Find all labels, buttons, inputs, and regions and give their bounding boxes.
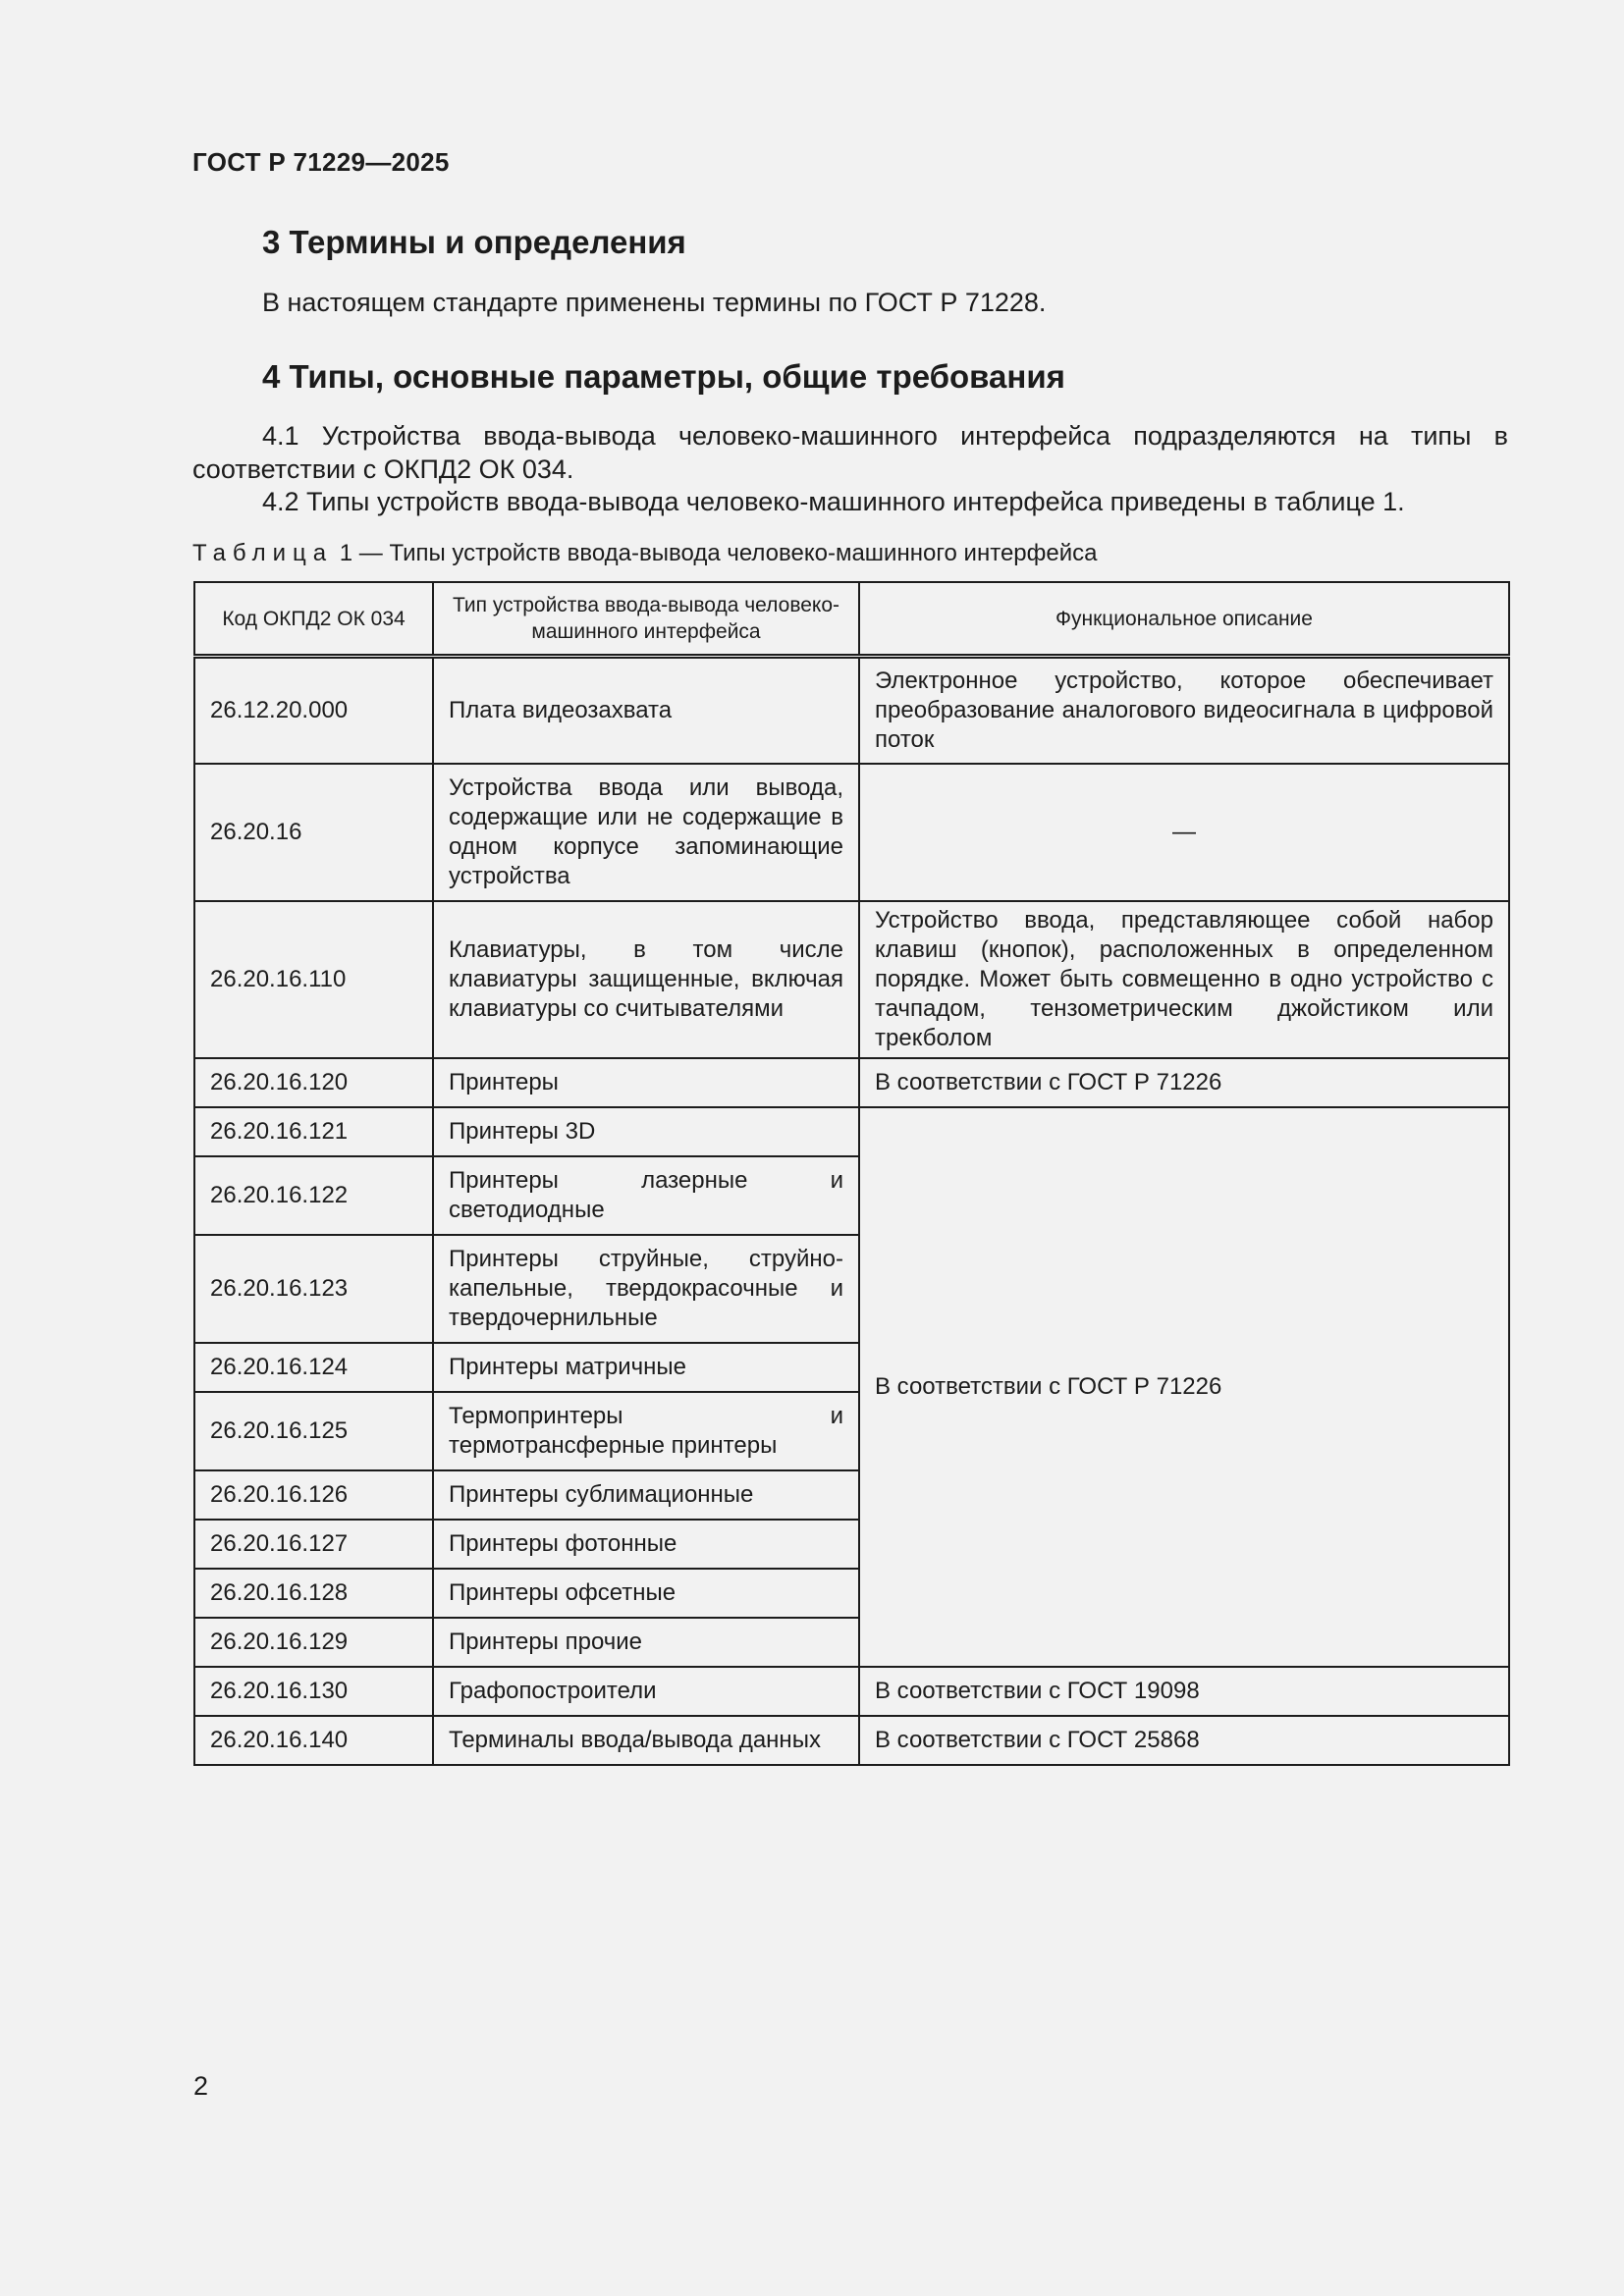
table-row (194, 657, 1509, 764)
page-number: 2 (193, 2071, 209, 2101)
cell-code: 26.20.16.127 (194, 1520, 433, 1569)
cell-code: 26.20.16.123 (194, 1235, 433, 1343)
cell-type: Термопринтеры и термотрансферные принтеры (433, 1392, 859, 1470)
cell-type: Графопостроители (433, 1667, 859, 1716)
cell-type: Принтеры 3D (433, 1107, 859, 1156)
cell-type: Принтеры сублимационные (433, 1470, 859, 1520)
cell-type: Клавиатуры, в том числе клавиатуры защищенные, включая клавиатуры со считывателями (433, 901, 859, 1058)
cell-type: Принтеры матричные (433, 1343, 859, 1392)
cell-code: 26.20.16.120 (194, 1058, 433, 1107)
cell-code: 26.20.16.140 (194, 1716, 433, 1765)
cell-code: 26.20.16.129 (194, 1618, 433, 1667)
caption-text: 1 — Типы устройств ввода-вывода человеко-машинного интерфейса (339, 540, 1098, 566)
cell-code: 26.20.16.125 (194, 1392, 433, 1470)
cell-type: Принтеры фотонные (433, 1520, 859, 1569)
table-header-row (194, 582, 1509, 657)
cell-code: 26.20.16.128 (194, 1569, 433, 1618)
cell-code: 26.20.16.121 (194, 1107, 433, 1156)
section-3-text: В настоящем стандарте применены термины по ГОСТ Р 71228. (262, 288, 1047, 317)
table-row (194, 1667, 1509, 1716)
cell-description: В соответствии с ГОСТ 25868 (859, 1716, 1509, 1765)
section-4-paragraph-1 (192, 419, 1508, 486)
cell-description-merged: В соответствии с ГОСТ Р 71226 (859, 1107, 1509, 1667)
table-row (194, 1107, 1509, 1156)
device-types-table (193, 581, 1510, 1766)
cell-code: 26.20.16.130 (194, 1667, 433, 1716)
table-row (194, 901, 1509, 1058)
table-caption (192, 540, 1097, 567)
cell-type: Устройства ввода или вывода, содержащие или не содержащие в одном корпусе запоминающие устройства (433, 764, 859, 901)
cell-description: Устройство ввода, представляющее собой набор клавиш (кнопок), расположенных в определенном порядке. Может быть совмещенно в одно устройство с тачпадом, тензометрическим джойстиком или трекболом (859, 901, 1509, 1058)
cell-code: 26.20.16.122 (194, 1156, 433, 1235)
cell-code: 26.12.20.000 (194, 657, 433, 764)
section-3-title: 3 Термины и определения (262, 224, 686, 260)
cell-type: Принтеры прочие (433, 1618, 859, 1667)
cell-type: Принтеры лазерные и светодиодные (433, 1156, 859, 1235)
table-row (194, 1058, 1509, 1107)
table-row (194, 764, 1509, 901)
header-type: Тип устройства ввода-вывода человеко-машинного интерфейса (433, 582, 859, 657)
paragraph-2-text: 4.2 Типы устройств ввода-вывода человеко-машинного интерфейса приведены в таблице 1. (262, 487, 1405, 516)
cell-code: 26.20.16.124 (194, 1343, 433, 1392)
cell-type: Принтеры (433, 1058, 859, 1107)
cell-type: Принтеры струйные, струйно-капельные, твердокрасочные и твердочернильные (433, 1235, 859, 1343)
cell-description: — (859, 764, 1509, 901)
cell-description: Электронное устройство, которое обеспечивает преобразование аналогового видеосигнала в цифровой поток (859, 657, 1509, 764)
section-4-title: 4 Типы, основные параметры, общие требования (262, 358, 1065, 395)
header-description: Функциональное описание (859, 582, 1509, 657)
cell-description: В соответствии с ГОСТ Р 71226 (859, 1058, 1509, 1107)
cell-code: 26.20.16.126 (194, 1470, 433, 1520)
cell-code: 26.20.16 (194, 764, 433, 901)
cell-description: В соответствии с ГОСТ 19098 (859, 1667, 1509, 1716)
cell-type: Принтеры офсетные (433, 1569, 859, 1618)
cell-type: Плата видеозахвата (433, 657, 859, 764)
header-code: Код ОКПД2 ОК 034 (194, 582, 433, 657)
cell-code: 26.20.16.110 (194, 901, 433, 1058)
document-header: ГОСТ Р 71229—2025 (192, 147, 450, 177)
paragraph-1-text: 4.1 Устройства ввода-вывода человеко-машинного интерфейса подразделяются на типы в соответствии с ОКПД2 ОК 034. (192, 421, 1508, 484)
section-4-paragraph-2 (192, 485, 1508, 518)
table-row (194, 1716, 1509, 1765)
cell-type: Терминалы ввода/вывода данных (433, 1716, 859, 1765)
caption-label: Таблица (192, 540, 334, 566)
